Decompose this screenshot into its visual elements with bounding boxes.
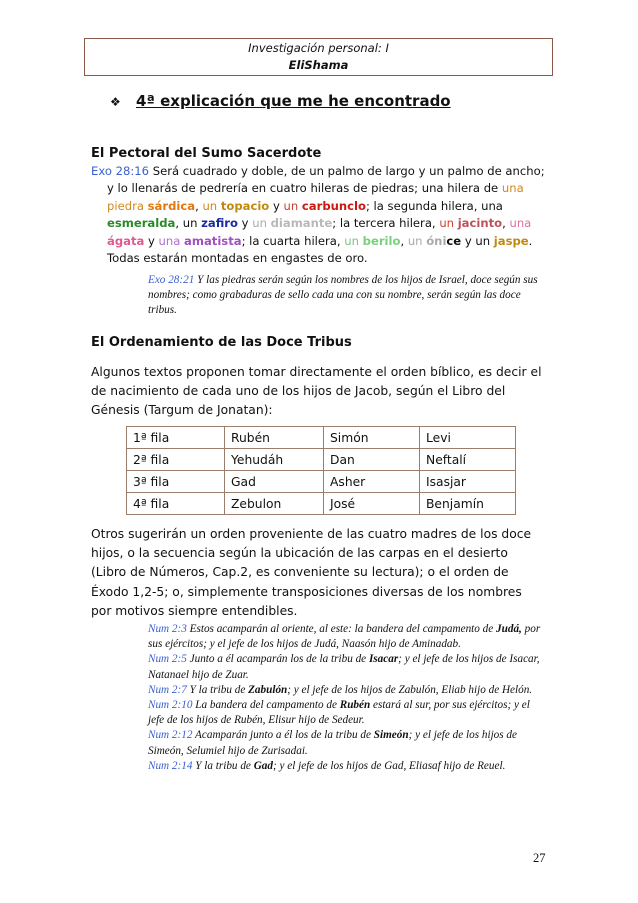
- table-row: [127, 427, 516, 449]
- table-cell: Asher: [324, 471, 420, 493]
- numeros-verse: Num 2:14 Y la tribu de Gad; y el jefe de los hijos de Gad, Eliasaf hijo de Reuel.: [148, 759, 506, 772]
- table-row: [127, 471, 516, 493]
- numeros-verse: Num 2:5 Junto a él acamparán los de la tribu de Isacar; y el jefe de los hijos de Isacar, Natanael hijo de Zuar.: [148, 653, 540, 681]
- table-cell: 1ª fila: [127, 427, 225, 449]
- numeros-verse: Num 2:7 Y la tribu de Zabulón; y el jefe de los hijos de Zabulón, Eliab hijo de Helón.: [148, 683, 533, 696]
- ordenamiento-outro: Otros sugerirán un orden proveniente de las cuatro madres de los doce hijos, o la secuencia según la ubicación de las carpas en el desierto (Libro de Números, Cap.2, es conveniente su lectura); o el orden de Éxodo 1,2-5; o, simplemente transposiciones diversas de los nombres por motivos siempre entendibles.: [91, 527, 532, 618]
- stone-amatista: amatista: [184, 233, 242, 248]
- quote-exo-28-21: [148, 273, 538, 319]
- pectoral-verse: Exo 28:16 Será cuadrado y doble, de un palmo de largo y un palmo de ancho; y lo llenarás de pedrería en cuatro hileras de piedras; una hilera de una piedra sárdica, un topacio y un carbunclo; la segunda hilera, una esmeralda, un zafiro y un diamante; la tercera hilera, un jacinto, una ágata y una amatista; la cuarta hilera, un berilo, un ónice y un jaspe. Todas estarán montadas en engastes de oro.: [91, 164, 545, 266]
- stone-berilo: berilo: [362, 233, 401, 248]
- stone-onice: óni: [426, 233, 447, 248]
- table-cell: 4ª fila: [127, 493, 225, 515]
- table-cell: Gad: [225, 471, 324, 493]
- stone-zafiro: zafiro: [201, 216, 238, 231]
- stone-agata: ágata: [107, 233, 145, 248]
- table-cell: José: [324, 493, 420, 515]
- numeros-quotes: [148, 622, 543, 774]
- stone-diamante: diamante: [270, 216, 333, 231]
- table-cell: Yehudáh: [225, 449, 324, 471]
- ordenamiento-heading: El Ordenamiento de las Doce Tribus: [91, 335, 352, 350]
- table-cell: 3ª fila: [127, 471, 225, 493]
- verse-ref: Exo 28:16: [91, 164, 150, 178]
- quote-text: Y las piedras serán según los nombres de los hijos de Israel, doce según sus nombres; como grabaduras de sello cada una con su nombre, serán según las doce tribus.: [148, 274, 538, 317]
- quote-ref: Exo 28:21: [148, 274, 195, 286]
- stone-esmeralda: esmeralda: [107, 216, 176, 231]
- page-header: [84, 38, 553, 76]
- numeros-verse: Num 2:12 Acamparán junto a él los de la tribu de Simeón; y el jefe de los hijos de Simeón, Selumiel hijo de Zurisadai.: [148, 729, 517, 757]
- table-cell: Rubén: [225, 427, 324, 449]
- table-cell: Levi: [420, 427, 516, 449]
- page-number: 27: [533, 851, 546, 865]
- header-line-1: Investigación personal: I: [248, 41, 389, 55]
- table-cell: Simón: [324, 427, 420, 449]
- stone-jaspe: jaspe: [493, 233, 529, 248]
- header-line-2: EliShama: [288, 58, 349, 72]
- table-row: [127, 449, 516, 471]
- stone-carbunclo: carbunclo: [301, 198, 366, 213]
- section-title-text: 4ª explicación que me he encontrado: [136, 92, 451, 110]
- table-row: [127, 493, 516, 515]
- stone-jacinto: jacinto: [457, 216, 503, 231]
- table-cell: Isasjar: [420, 471, 516, 493]
- table-cell: Neftalí: [420, 449, 516, 471]
- stone-sardica: sárdica: [147, 198, 196, 213]
- table-cell: Zebulon: [225, 493, 324, 515]
- tribes-table: [126, 426, 516, 515]
- pectoral-heading: El Pectoral del Sumo Sacerdote: [91, 146, 322, 161]
- table-cell: 2ª fila: [127, 449, 225, 471]
- numeros-verse: Num 2:3 Estos acamparán al oriente, al este: la bandera del campamento de Judá, por sus ejércitos; y el jefe de los hijos de Judá, Naasón hijo de Aminadab.: [148, 623, 541, 651]
- ordenamiento-intro: Algunos textos proponen tomar directamente el orden bíblico, es decir el de nacimiento de cada uno de los hijos de Jacob, según el Libro del Génesis (Targum de Jonatan):: [91, 365, 542, 418]
- table-cell: Dan: [324, 449, 420, 471]
- stone-topacio: topacio: [220, 198, 270, 213]
- section-title: [110, 92, 451, 110]
- diamond-bullet-icon: ❖: [110, 95, 121, 109]
- table-cell: Benjamín: [420, 493, 516, 515]
- numeros-verse: Num 2:10 La bandera del campamento de Rubén estará al sur, por sus ejércitos; y el jefe de los hijos de Rubén, Elisur hijo de Sedeur.: [148, 699, 530, 727]
